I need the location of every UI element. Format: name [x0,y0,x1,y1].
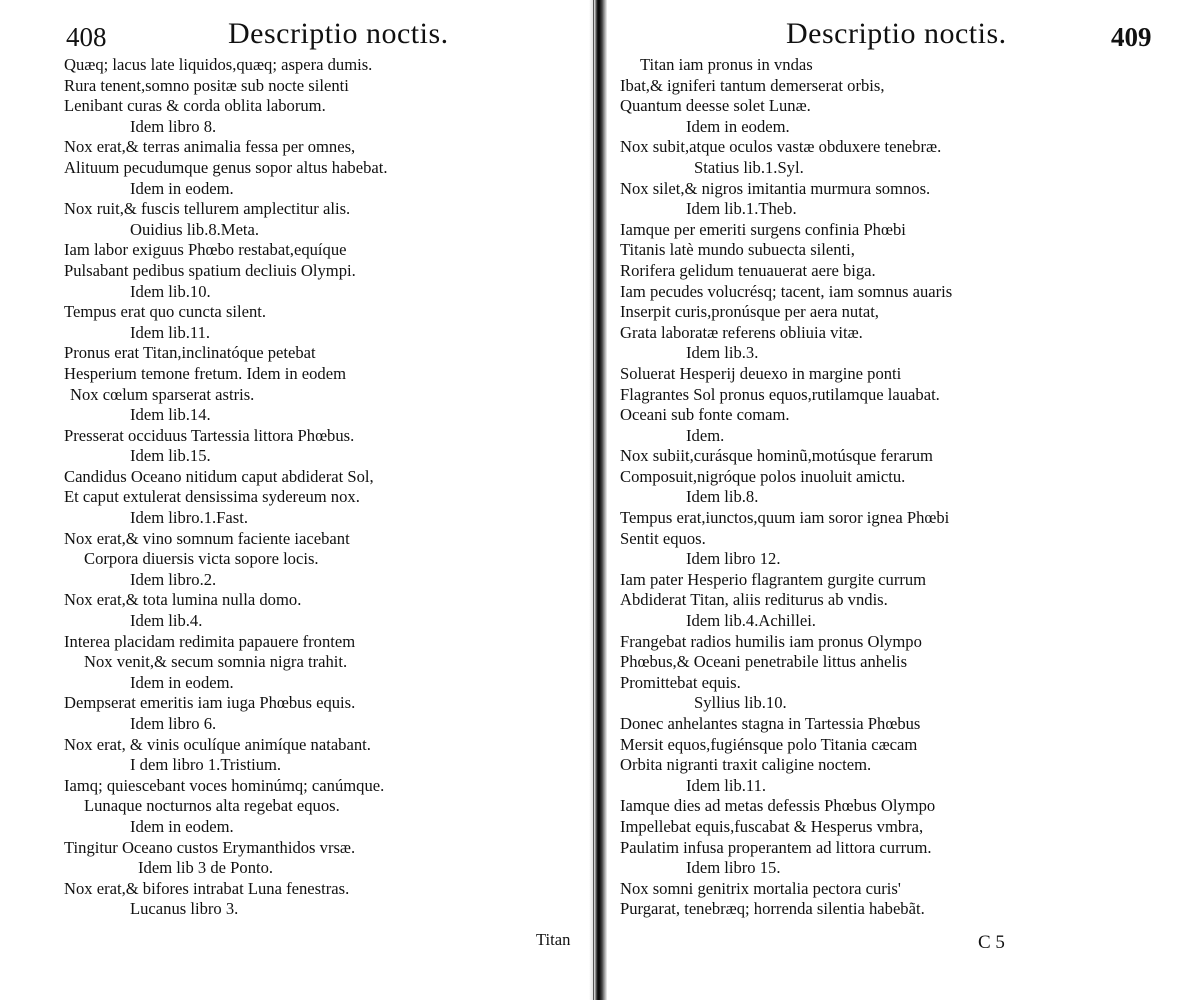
verse-line: Iamque dies ad metas defessis Phœbus Olympo [620,796,936,816]
verse-line: Iamque per emeriti surgens confinia Phœbi [620,219,906,239]
verse-line: Tempus erat quo cuncta silent. [64,302,267,322]
page-number-right: 409 [1111,22,1152,52]
verse-line: Phœbus,& Oceani penetrabile littus anhelis [620,652,908,672]
verse-line: Nox subiit,curásque hominũ,motúsque ferarum [620,446,933,466]
verse-line: Titan iam pronus in vndas [640,55,813,74]
verse-line: Dempserat emeritis iam iuga Phœbus equis. [64,693,356,713]
source-citation: Idem lib.11. [686,775,767,795]
verse-line: Et caput extulerat densissima sydereum nox. [64,487,360,507]
source-citation: Idem in eodem. [130,816,234,836]
source-citation: I dem libro 1.Tristium. [130,755,282,775]
source-citation: Idem lib.10. [130,281,211,301]
source-citation: Lucanus libro 3. [130,899,239,919]
verse-line: Oceani sub fonte comam. [620,405,790,425]
source-citation: Idem in eodem. [686,116,790,136]
verse-line: Tingitur Oceano custos Erymanthidos vrsæ. [64,837,356,857]
source-citation: Idem lib.1.Theb. [686,199,797,219]
source-citation: Idem lib.4.Achillei. [686,611,816,631]
verse-line: Nox somni genitrix mortalia pectora curis' [620,878,901,898]
verse-line: Quæq; lacus late liquidos,quæq; aspera dumis. [64,55,373,74]
verse-line: Frangebat radios humilis iam pronus Olympo [620,631,922,651]
verse-line: Impellebat equis,fuscabat & Hesperus vmbra, [620,816,924,836]
source-citation: Ouidius lib.8.Meta. [130,219,260,239]
source-citation: Idem lib.11. [130,322,211,342]
source-citation: Idem libro.2. [130,569,217,589]
source-citation: Idem lib.4. [130,611,203,631]
verse-line: Hesperium temone fretum. Idem in eodem [64,363,347,383]
verse-line: Nox subit,atque oculos vastæ obduxere tenebræ. [620,137,942,157]
verse-line: Candidus Oceano nitidum caput abdiderat Sol, [64,466,374,486]
verse-line: Nox erat,& tota lumina nulla domo. [64,590,302,610]
verse-line: Purgarat, tenebræq; horrenda silentia habebãt. [620,899,925,919]
verse-line: Nox ruit,& fuscis tellurem amplectitur alis. [64,199,351,219]
verse-line: Inserpit curis,pronúsque per aera nutat, [620,302,879,322]
source-citation: Idem libro.1.Fast. [130,508,248,528]
verse-line: Alituum pecudumque genus sopor altus habebat. [64,157,388,177]
verse-line: Grata laboratæ referens obliuia vitæ. [620,322,863,342]
running-head-left: Descriptio noctis. [228,17,449,50]
verse-line: Rorifera gelidum tenuauerat aere biga. [620,260,876,280]
catchword: Titan [536,930,571,949]
verse-line: Ibat,& igniferi tantum demerserat orbis, [620,75,885,95]
verse-line: Nox erat,& vino somnum faciente iacebant [64,528,350,548]
left-page [0,0,590,1000]
source-citation: Idem libro 8. [130,116,217,136]
source-citation: Idem. [686,425,725,445]
verse-line: Flagrantes Sol pronus equos,rutilamque lauabat. [620,384,940,404]
verse-line: Soluerat Hesperij deuexo in margine ponti [620,363,902,383]
verse-line: Nox erat,& bifores intrabat Luna fenestras. [64,878,350,898]
source-citation: Idem lib.14. [130,405,211,425]
verse-line: Donec anhelantes stagna in Tartessia Phœbus [620,714,921,733]
right-text-block [620,55,952,920]
signature-mark: C 5 [978,932,1005,953]
verse-line: Nox erat,& terras animalia fessa per omnes, [64,137,356,157]
verse-line: Iam pater Hesperio flagrantem gurgite currum [620,569,927,589]
verse-line: Abdiderat Titan, aliis rediturus ab vndis. [620,590,888,610]
source-citation: Idem lib 3 de Ponto. [138,858,274,878]
verse-line: Orbita nigranti traxit caligine noctem. [620,755,872,775]
right-page [606,0,1202,1000]
verse-line: Sentit equos. [620,528,706,548]
verse-line: Iamq; quiescebant voces hominúmq; canúmque. [64,775,385,795]
verse-line: Tempus erat,iunctos,quum iam soror ignea Phœbi [620,508,950,528]
source-citation: Idem libro 12. [686,549,781,569]
book-gutter [589,0,607,1000]
left-text-block [64,55,388,920]
verse-line: Nox venit,& secum somnia nigra trahit. [84,652,348,672]
verse-line: Presserat occiduus Tartessia littora Phœbus. [64,425,355,445]
verse-line: Composuit,nigróque polos inuoluit amictu. [620,466,906,486]
verse-line: Iam pecudes volucrésq; tacent, iam somnus auaris [620,281,953,301]
verse-line: Nox erat, & vinis oculíque animíque natabant. [64,734,371,754]
verse-line: Quantum deesse solet Lunæ. [620,96,811,116]
verse-line: Lunaque nocturnos alta regebat equos. [84,796,340,816]
source-citation: Statius lib.1.Syl. [694,157,804,177]
verse-line: Lenibant curas & corda oblita laborum. [64,96,326,116]
source-citation: Idem lib.8. [686,487,759,507]
verse-line: Pulsabant pedibus spatium decliuis Olympi. [64,260,356,280]
running-head-right: Descriptio noctis. [786,17,1007,50]
source-citation: Idem lib.15. [130,446,211,466]
verse-line: Mersit equos,fugiénsque polo Titania cæcam [620,734,918,754]
verse-line: Corpora diuersis victa sopore locis. [84,549,319,569]
source-citation: Idem libro 6. [130,714,217,733]
verse-line: Iam labor exiguus Phœbo restabat,equíque [64,240,347,260]
source-citation: Idem libro 15. [686,858,781,878]
verse-line: Interea placidam redimita papauere frontem [64,631,356,651]
source-citation: Idem lib.3. [686,343,759,363]
verse-line: Pronus erat Titan,inclinatóque petebat [64,343,316,363]
source-citation: Syllius lib.10. [694,693,787,713]
verse-line: Paulatim infusa properantem ad littora currum. [620,837,932,857]
verse-line: Titanis latè mundo subuecta silenti, [620,240,855,260]
verse-line: Promittebat equis. [620,672,741,692]
source-citation: Idem in eodem. [130,178,234,198]
verse-line: Nox silet,& nigros imitantia murmura somnos. [620,178,931,198]
source-citation: Idem in eodem. [130,672,234,692]
page-number-left: 408 [66,22,107,52]
verse-line: Rura tenent,somno positæ sub nocte silenti [64,75,349,95]
verse-line: Nox cœlum sparserat astris. [70,384,255,404]
